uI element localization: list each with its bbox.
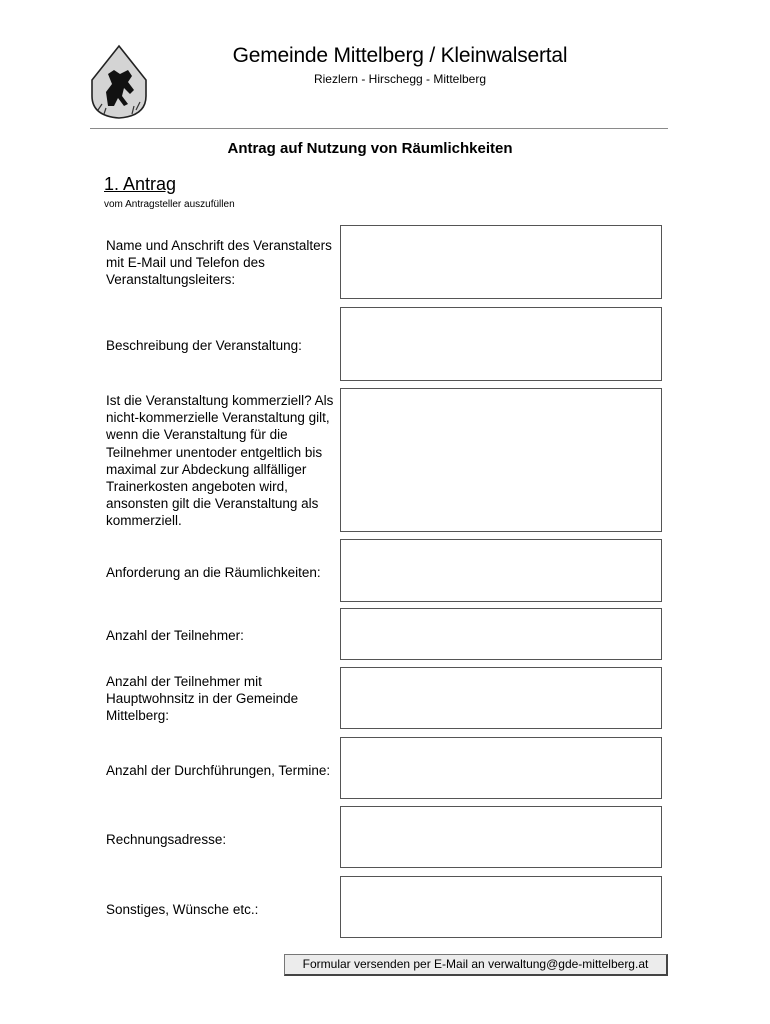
field-label-participants: Anzahl der Teilnehmer: — [106, 628, 244, 643]
field-input-other-wishes[interactable] — [340, 876, 662, 938]
field-input-organizer[interactable] — [340, 225, 662, 299]
municipal-crest-logo — [88, 44, 150, 120]
header-divider — [90, 128, 668, 129]
form-title: Antrag auf Nutzung von Räumlichkeiten — [227, 140, 513, 157]
field-label-description: Beschreibung der Veranstaltung: — [106, 338, 302, 353]
field-input-description[interactable] — [340, 307, 662, 381]
field-label-billing-address: Rechnungsadresse: — [106, 832, 227, 847]
field-input-room-requirements[interactable] — [340, 539, 662, 602]
section-note: vom Antragsteller auszufüllen — [104, 199, 235, 210]
submit-email-button[interactable]: Formular versenden per E-Mail an verwaltung@gde-mittelberg.at — [284, 954, 668, 976]
field-label-other-wishes: Sonstiges, Wünsche etc.: — [106, 902, 259, 917]
field-label-local-participants: Anzahl der Teilnehmer mit Hauptwohnsitz in der Gemeinde Mittelberg: — [106, 674, 299, 724]
field-input-commercial[interactable] — [340, 388, 662, 532]
field-label-commercial: Ist die Veranstaltung kommerziell? Als nicht-kommerzielle Veranstaltung gilt, wenn die Veranstaltung für die Teilnehmer unentoder entgeltlich bis maximal zur Abdeckung allfälliger Trainerkosten angeboten wird, ansonsten gilt die Veranstaltung als kommerziell. — [106, 393, 334, 529]
field-input-participants[interactable] — [340, 608, 662, 660]
field-input-dates[interactable] — [340, 737, 662, 799]
field-label-room-requirements: Anforderung an die Räumlichkeiten: — [106, 565, 321, 580]
org-places: Riezlern - Hirschegg - Mittelberg — [313, 72, 487, 86]
org-name: Gemeinde Mittelberg / Kleinwalsertal — [232, 44, 568, 67]
field-label-dates: Anzahl der Durchführungen, Termine: — [106, 763, 331, 778]
field-label-organizer: Name und Anschrift des Veranstalters mit E-Mail und Telefon des Veranstaltungsleiters: — [106, 238, 332, 288]
field-input-local-participants[interactable] — [340, 667, 662, 729]
section-heading: 1. Antrag — [104, 174, 177, 194]
field-input-billing-address[interactable] — [340, 806, 662, 868]
